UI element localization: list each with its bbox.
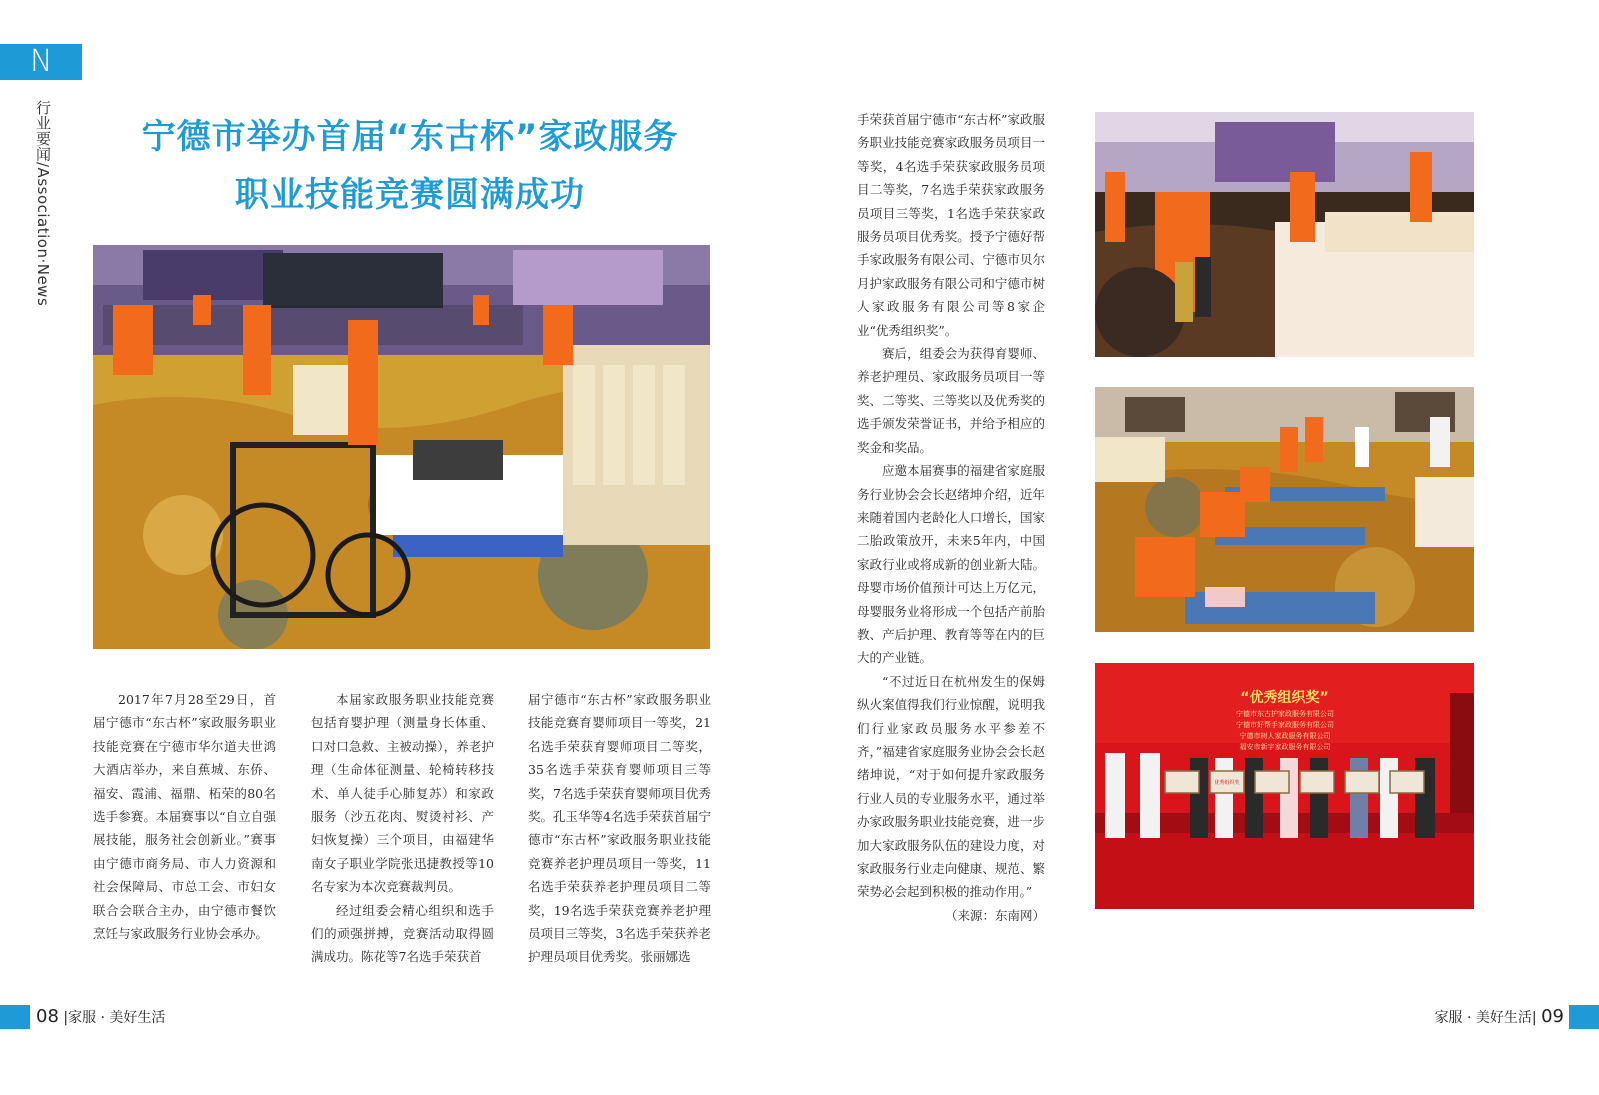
article-paragraph: “不过近日在杭州发生的保姆纵火案值得我们行业惊醒，说明我们行业家政员服务水平参差不齐，”福建省家庭服务业协会会长赵绪坤说，“对于如何提升家政服务行业人员的专业服务水平，通过举办家政服务职业技能竞赛，进一步加大家政服务队伍的建设力度，对家政服务行业走向健康、规范、繁荣势必会起到积极的推动作用。” <box>857 673 1045 900</box>
footer-title-right: 家服 · 美好生活| <box>1434 1010 1537 1026</box>
article-paragraph: 届宁德市“东古杯”家政服务职业技能竞赛育婴师项目一等奖，21名选手荣获育婴师项目二等奖，35名选手荣获育婴师项目三等奖，7名选手荣获育婴师项目优秀奖。孔玉华等4名选手荣获首届宁德市“东古杯”家政服务职业技能竞赛养老护理员项目一等奖，11名选手荣获养老护理员项目二等奖，19名选手荣获竞赛养老护理员项目三等奖，3名选手荣获养老护理员项目优秀奖。张丽娜选 <box>528 692 711 965</box>
section-tab-letter: N <box>30 44 53 79</box>
article-paragraph: 经过组委会精心组织和选手们的顽强拼搏，竞赛活动取得圆满成功。陈花等7名选手荣获首 <box>311 902 494 965</box>
headline-line-2: 职业技能竞赛圆满成功 <box>235 175 585 215</box>
footer-title-left: |家服 · 美好生活 <box>63 1010 166 1026</box>
cooking-photo <box>1095 112 1474 357</box>
folio-tab-right <box>1569 1005 1599 1029</box>
section-tab <box>0 44 82 80</box>
article-paragraph: 手荣获首届宁德市“东古杯”家政服务职业技能竞赛家政服务员项目一等奖，4名选手荣获家政服务员项目二等奖，7名选手荣获家政服务员项目三等奖，1名选手荣获家政服务员项目优秀奖。授予宁德好帮手家政服务有限公司、宁德市贝尔月护家政服务有限公司和宁德市树人家政服务有限公司等8家企业“优秀组织奖”。 <box>857 112 1045 338</box>
stage-company-1: 宁德市东古护家政服务有限公司 <box>1236 710 1334 718</box>
page-number-left: 08 <box>36 1006 59 1027</box>
section-label: 行业要闻/Association·News <box>34 100 52 307</box>
infant-care-photo <box>1095 387 1474 632</box>
stage-company-3: 宁德市树人家政服务有限公司 <box>1239 732 1331 740</box>
article-column-2 <box>311 688 494 969</box>
article-paragraph: 2017年7月28至29日，首届宁德市“东古杯”家政服务职业技能竞赛在宁德市华尔道夫世鸿大酒店举办，来自蕉城、东侨、福安、霞浦、福鼎、柘荣的80名选手参赛。本届赛事以“自立自强展技能，服务社会创新业。”赛事由宁德市商务局、市人力资源和社会保障局、市总工会、市妇女联合会联合主办，由宁德市餐饮烹饪与家政服务行业协会承办。 <box>93 692 276 942</box>
article-source: （来源：东南网） <box>944 907 1045 923</box>
article-paragraph: 应邀本届赛事的福建省家庭服务行业协会会长赵绪坤介绍，近年来随着国内老龄化人口增长，国家二胎政策放开，未来5年内，中国家政行业或将成新的创业新大陆。母婴市场价值预计可达上万亿元，母婴服务业将形成一个包括产前胎教、产后护理、教育等等在内的巨大的产业链。 <box>857 463 1045 666</box>
stage-banner: “优秀组织奖” <box>1240 690 1329 706</box>
stage-company-4: 福安市新宇家政服务有限公司 <box>1239 743 1331 751</box>
stage-company-2: 宁德市好帮手家政服务有限公司 <box>1236 721 1334 729</box>
article-column-1 <box>93 688 276 945</box>
certificate-label: 优秀组织奖 <box>1214 780 1240 786</box>
article-paragraph: 赛后，组委会为获得育婴师、养老护理员、家政服务员项目一等奖、二等奖、三等奖以及优秀奖的选手颁发荣誉证书，并给予相应的奖金和奖品。 <box>857 346 1045 455</box>
article-headline <box>80 108 740 224</box>
footer-left <box>36 1003 165 1030</box>
article-column-4 <box>857 108 1045 927</box>
headline-line-1: 宁德市举办首届“东古杯”家政服务 <box>141 117 679 157</box>
main-photo <box>93 245 710 649</box>
article-paragraph: 本届家政服务职业技能竞赛包括育婴护理（测量身长体重、口对口急救、主被动操），养老护理（生命体征测量、轮椅转移技术、单人徒手心肺复苏）和家政服务（沙五花肉、熨烫衬衫、产妇恢复操）三个项目，由福建华南女子职业学院张迅捷教授等10名专家为本次竞赛裁判员。 <box>311 692 494 895</box>
folio-tab-left <box>0 1005 30 1029</box>
award-stage-photo <box>1095 663 1474 909</box>
article-column-3 <box>528 688 711 969</box>
stage-company-list <box>1175 709 1395 753</box>
footer-right <box>1388 1003 1564 1030</box>
page-number-right: 09 <box>1541 1006 1564 1027</box>
